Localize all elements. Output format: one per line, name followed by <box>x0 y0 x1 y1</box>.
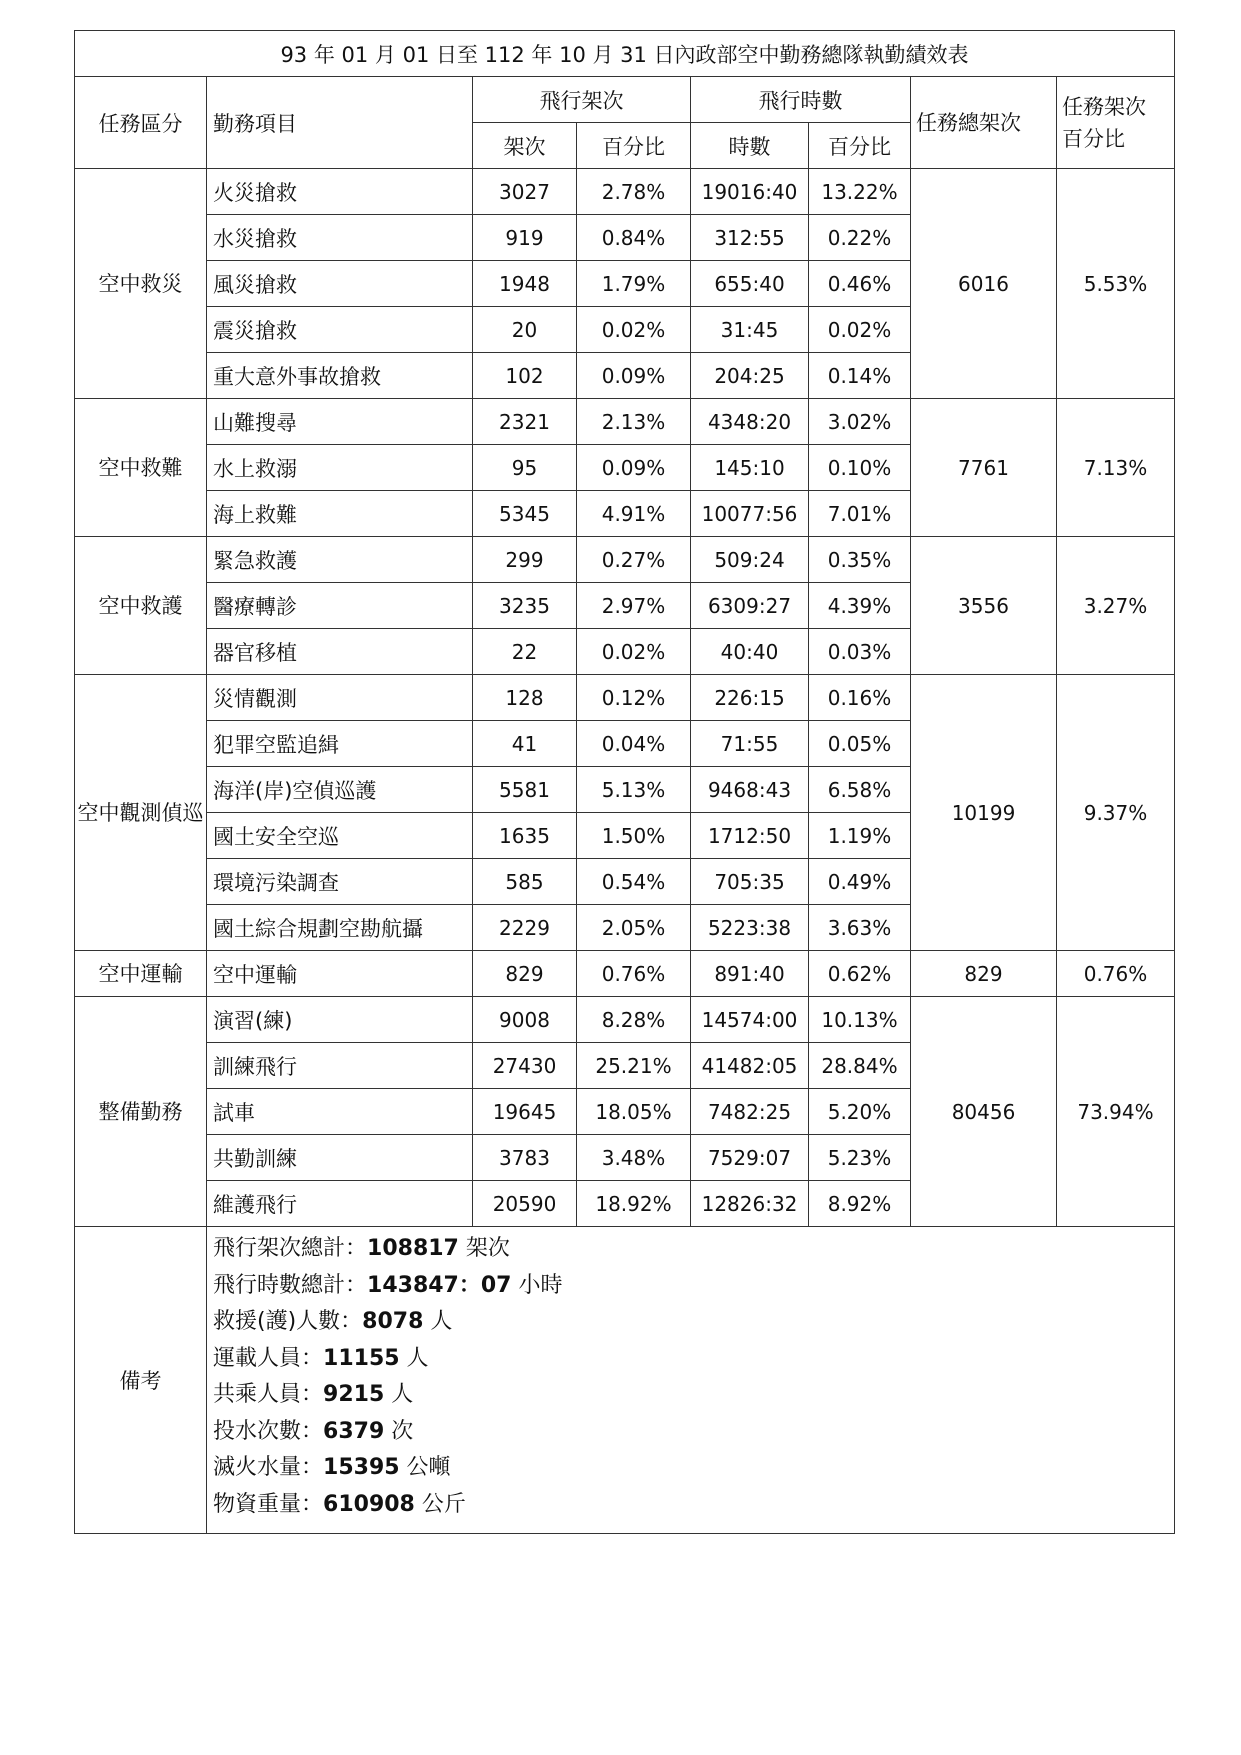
hours-percent-cell: 4.39% <box>809 583 911 629</box>
notes-row <box>75 1227 1175 1534</box>
hours-percent-cell: 0.16% <box>809 675 911 721</box>
flights-percent-cell: 3.48% <box>577 1135 691 1181</box>
flights-cell: 9008 <box>473 997 577 1043</box>
mission-total-cell: 829 <box>911 951 1057 997</box>
table-row <box>75 675 1175 721</box>
flights-percent-cell: 18.05% <box>577 1089 691 1135</box>
item-cell: 犯罪空監追緝 <box>207 721 473 767</box>
title-row <box>75 31 1175 77</box>
hours-cell: 4348:20 <box>691 399 809 445</box>
header-hours-percent: 百分比 <box>809 123 911 169</box>
note-value: 610908 <box>323 1491 415 1517</box>
hours-percent-cell: 3.63% <box>809 905 911 951</box>
performance-table <box>74 30 1175 1534</box>
hours-cell: 10077:56 <box>691 491 809 537</box>
flights-percent-cell: 0.02% <box>577 307 691 353</box>
hours-percent-cell: 28.84% <box>809 1043 911 1089</box>
category-cell: 空中救護 <box>75 537 207 675</box>
table-row <box>75 537 1175 583</box>
flights-cell: 919 <box>473 215 577 261</box>
flights-cell: 299 <box>473 537 577 583</box>
hours-cell: 7482:25 <box>691 1089 809 1135</box>
hours-percent-cell: 0.10% <box>809 445 911 491</box>
flights-cell: 1948 <box>473 261 577 307</box>
mission-percent-cell: 0.76% <box>1057 951 1175 997</box>
note-line <box>213 1487 1168 1524</box>
hours-cell: 1712:50 <box>691 813 809 859</box>
hours-cell: 7529:07 <box>691 1135 809 1181</box>
flights-percent-cell: 0.84% <box>577 215 691 261</box>
note-value: 143847：07 <box>367 1272 512 1298</box>
flights-cell: 20 <box>473 307 577 353</box>
note-unit: 架次 <box>458 1236 510 1261</box>
item-cell: 震災搶救 <box>207 307 473 353</box>
hours-percent-cell: 3.02% <box>809 399 911 445</box>
hours-percent-cell: 5.23% <box>809 1135 911 1181</box>
flights-percent-cell: 2.13% <box>577 399 691 445</box>
flights-percent-cell: 0.12% <box>577 675 691 721</box>
flights-percent-cell: 1.79% <box>577 261 691 307</box>
flights-cell: 3235 <box>473 583 577 629</box>
hours-percent-cell: 7.01% <box>809 491 911 537</box>
hours-percent-cell: 0.02% <box>809 307 911 353</box>
table-row <box>75 169 1175 215</box>
note-value: 8078 <box>362 1309 424 1334</box>
hours-cell: 312:55 <box>691 215 809 261</box>
mission-percent-cell: 3.27% <box>1057 537 1175 675</box>
flights-cell: 2229 <box>473 905 577 951</box>
flights-percent-cell: 8.28% <box>577 997 691 1043</box>
report-title: 93 年 01 月 01 日至 112 年 10 月 31 日內政部空中勤務總隊執勤績效表 <box>75 31 1175 77</box>
header-hours: 時數 <box>691 123 809 169</box>
flights-percent-cell: 25.21% <box>577 1043 691 1089</box>
note-unit: 小時 <box>511 1272 563 1298</box>
hours-percent-cell: 0.22% <box>809 215 911 261</box>
item-cell: 緊急救護 <box>207 537 473 583</box>
flights-cell: 829 <box>473 951 577 997</box>
mission-total-cell: 80456 <box>911 997 1057 1227</box>
header-mission-total: 任務總架次 <box>911 77 1057 169</box>
hours-percent-cell: 6.58% <box>809 767 911 813</box>
item-cell: 器官移植 <box>207 629 473 675</box>
table-row <box>75 399 1175 445</box>
flights-cell: 19645 <box>473 1089 577 1135</box>
note-unit: 公斤 <box>414 1491 466 1517</box>
note-line <box>213 1304 1168 1341</box>
hours-cell: 226:15 <box>691 675 809 721</box>
header-hours-group: 飛行時數 <box>691 77 911 123</box>
flights-percent-cell: 1.50% <box>577 813 691 859</box>
header-category: 任務區分 <box>75 77 207 169</box>
category-cell: 整備勤務 <box>75 997 207 1227</box>
flights-cell: 3027 <box>473 169 577 215</box>
header-flights: 架次 <box>473 123 577 169</box>
flights-cell: 3783 <box>473 1135 577 1181</box>
note-label: 滅火水量： <box>213 1455 324 1480</box>
hours-percent-cell: 8.92% <box>809 1181 911 1227</box>
flights-percent-cell: 0.76% <box>577 951 691 997</box>
notes-label: 備考 <box>75 1227 207 1534</box>
flights-percent-cell: 2.97% <box>577 583 691 629</box>
flights-cell: 102 <box>473 353 577 399</box>
hours-cell: 31:45 <box>691 307 809 353</box>
flights-percent-cell: 0.02% <box>577 629 691 675</box>
item-cell: 訓練飛行 <box>207 1043 473 1089</box>
item-cell: 醫療轉診 <box>207 583 473 629</box>
hours-percent-cell: 13.22% <box>809 169 911 215</box>
item-cell: 海洋(岸)空偵巡護 <box>207 767 473 813</box>
flights-percent-cell: 0.09% <box>577 353 691 399</box>
mission-total-cell: 3556 <box>911 537 1057 675</box>
hours-cell: 204:25 <box>691 353 809 399</box>
note-line <box>213 1268 1168 1305</box>
note-line <box>213 1450 1168 1487</box>
flights-cell: 20590 <box>473 1181 577 1227</box>
flights-percent-cell: 0.54% <box>577 859 691 905</box>
item-cell: 環境污染調查 <box>207 859 473 905</box>
hours-cell: 655:40 <box>691 261 809 307</box>
hours-cell: 9468:43 <box>691 767 809 813</box>
note-label: 投水次數： <box>213 1418 324 1444</box>
item-cell: 空中運輸 <box>207 951 473 997</box>
item-cell: 火災搶救 <box>207 169 473 215</box>
item-cell: 國土安全空巡 <box>207 813 473 859</box>
note-unit: 人 <box>384 1382 414 1407</box>
mission-percent-cell: 7.13% <box>1057 399 1175 537</box>
note-unit: 人 <box>399 1345 429 1371</box>
mission-total-cell: 10199 <box>911 675 1057 951</box>
hours-cell: 509:24 <box>691 537 809 583</box>
flights-percent-cell: 4.91% <box>577 491 691 537</box>
note-label: 運載人員： <box>213 1345 324 1371</box>
flights-percent-cell: 0.27% <box>577 537 691 583</box>
notes-content <box>207 1227 1175 1534</box>
note-line <box>213 1231 1168 1268</box>
flights-percent-cell: 2.05% <box>577 905 691 951</box>
flights-cell: 1635 <box>473 813 577 859</box>
header-mission-percent-line1: 任務架次 <box>1062 94 1146 119</box>
flights-cell: 95 <box>473 445 577 491</box>
category-cell: 空中觀測偵巡 <box>75 675 207 951</box>
note-label: 救援(護)人數： <box>213 1309 363 1334</box>
note-value: 15395 <box>323 1455 400 1480</box>
hours-cell: 14574:00 <box>691 997 809 1043</box>
hours-cell: 40:40 <box>691 629 809 675</box>
flights-cell: 5345 <box>473 491 577 537</box>
hours-percent-cell: 1.19% <box>809 813 911 859</box>
mission-percent-cell: 5.53% <box>1057 169 1175 399</box>
flights-percent-cell: 2.78% <box>577 169 691 215</box>
header-item: 勤務項目 <box>207 77 473 169</box>
category-cell: 空中運輸 <box>75 951 207 997</box>
note-unit: 次 <box>384 1418 414 1444</box>
hours-cell: 41482:05 <box>691 1043 809 1089</box>
item-cell: 演習(練) <box>207 997 473 1043</box>
hours-percent-cell: 0.62% <box>809 951 911 997</box>
header-mission-percent-line2: 百分比 <box>1062 126 1125 151</box>
item-cell: 災情觀測 <box>207 675 473 721</box>
category-cell: 空中救難 <box>75 399 207 537</box>
header-mission-percent <box>1057 77 1175 169</box>
note-value: 11155 <box>323 1345 400 1371</box>
flights-percent-cell: 5.13% <box>577 767 691 813</box>
item-cell: 國土綜合規劃空勘航攝 <box>207 905 473 951</box>
hours-cell: 891:40 <box>691 951 809 997</box>
flights-cell: 128 <box>473 675 577 721</box>
hours-percent-cell: 0.35% <box>809 537 911 583</box>
header-flights-group: 飛行架次 <box>473 77 691 123</box>
item-cell: 風災搶救 <box>207 261 473 307</box>
note-label: 物資重量： <box>213 1491 324 1517</box>
hours-percent-cell: 0.03% <box>809 629 911 675</box>
flights-cell: 22 <box>473 629 577 675</box>
note-unit: 公噸 <box>399 1455 451 1480</box>
hours-percent-cell: 0.46% <box>809 261 911 307</box>
hours-cell: 6309:27 <box>691 583 809 629</box>
item-cell: 水災搶救 <box>207 215 473 261</box>
item-cell: 重大意外事故搶救 <box>207 353 473 399</box>
item-cell: 山難搜尋 <box>207 399 473 445</box>
note-label: 飛行時數總計： <box>213 1272 368 1298</box>
item-cell: 水上救溺 <box>207 445 473 491</box>
item-cell: 海上救難 <box>207 491 473 537</box>
note-line <box>213 1414 1168 1451</box>
item-cell: 共勤訓練 <box>207 1135 473 1181</box>
flights-cell: 5581 <box>473 767 577 813</box>
hours-percent-cell: 10.13% <box>809 997 911 1043</box>
hours-percent-cell: 0.49% <box>809 859 911 905</box>
hours-percent-cell: 0.14% <box>809 353 911 399</box>
mission-total-cell: 7761 <box>911 399 1057 537</box>
flights-percent-cell: 0.04% <box>577 721 691 767</box>
item-cell: 試車 <box>207 1089 473 1135</box>
hours-cell: 71:55 <box>691 721 809 767</box>
note-value: 9215 <box>323 1382 385 1407</box>
flights-percent-cell: 18.92% <box>577 1181 691 1227</box>
flights-cell: 27430 <box>473 1043 577 1089</box>
hours-percent-cell: 0.05% <box>809 721 911 767</box>
hours-cell: 12826:32 <box>691 1181 809 1227</box>
mission-percent-cell: 73.94% <box>1057 997 1175 1227</box>
flights-cell: 41 <box>473 721 577 767</box>
flights-percent-cell: 0.09% <box>577 445 691 491</box>
hours-cell: 19016:40 <box>691 169 809 215</box>
table-row <box>75 951 1175 997</box>
note-line <box>213 1377 1168 1414</box>
hours-cell: 5223:38 <box>691 905 809 951</box>
header-row-1 <box>75 77 1175 123</box>
mission-total-cell: 6016 <box>911 169 1057 399</box>
note-value: 6379 <box>323 1418 385 1444</box>
note-unit: 人 <box>423 1309 453 1334</box>
hours-cell: 705:35 <box>691 859 809 905</box>
note-label: 飛行架次總計： <box>213 1236 368 1261</box>
item-cell: 維護飛行 <box>207 1181 473 1227</box>
hours-cell: 145:10 <box>691 445 809 491</box>
flights-cell: 2321 <box>473 399 577 445</box>
header-flights-percent: 百分比 <box>577 123 691 169</box>
table-row <box>75 997 1175 1043</box>
flights-cell: 585 <box>473 859 577 905</box>
hours-percent-cell: 5.20% <box>809 1089 911 1135</box>
note-value: 108817 <box>367 1236 459 1261</box>
mission-percent-cell: 9.37% <box>1057 675 1175 951</box>
note-label: 共乘人員： <box>213 1382 324 1407</box>
note-line <box>213 1341 1168 1378</box>
category-cell: 空中救災 <box>75 169 207 399</box>
